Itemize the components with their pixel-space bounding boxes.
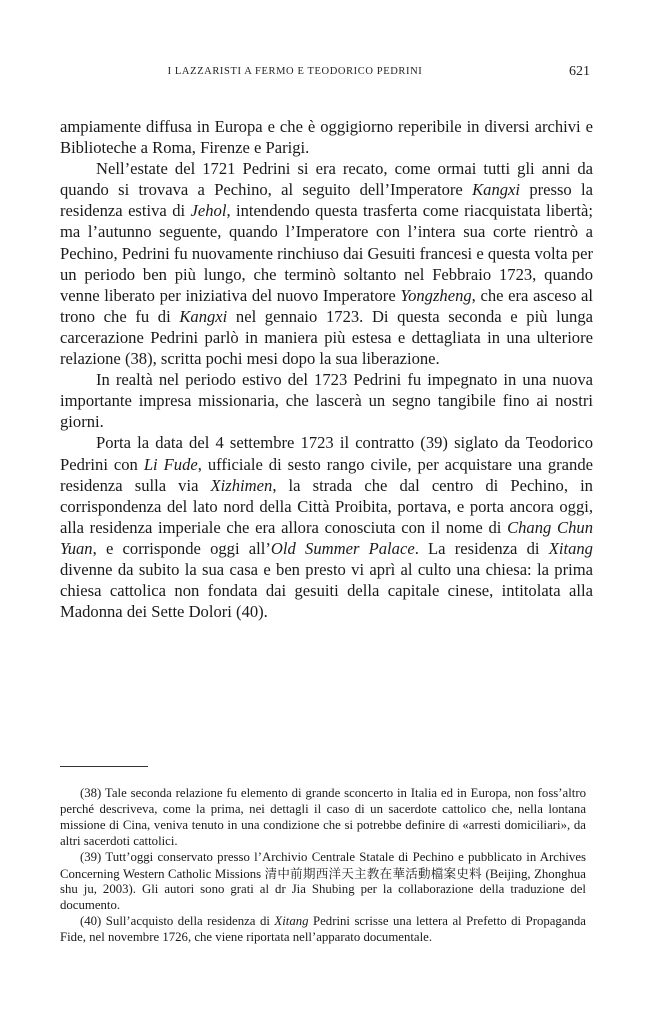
text-run: Porta la data del 4 settembre 1723 il contratto (39) siglato da Teodorico Pedrini con: [60, 433, 593, 474]
italic-run: Jehol: [190, 201, 227, 221]
italic-run: Yongzheng: [400, 285, 472, 305]
italic-run: Li Fude: [143, 454, 198, 474]
text-run: , intendendo questa trasferta come riacquistata libertà; ma l’autunno seguente, quando l’Imperatore con l’intera sua corte rientrò a Pechino, Pedrini fu nuovamente rinchiuso dai Gesuiti francesi e questa volta per un periodo ben più lungo, che terminò soltanto nel Febbraio 1723, quando venne liberato per iniziativa del nuovo Imperatore: [60, 201, 593, 305]
text-run: (38) Tale seconda relazione fu elemento di grande sconcerto in Italia ed in Europa, non foss’altro perché descriveva, come la prima, nei dettagli il caso di un sacerdote cattolico che, nella lontana missione di Cina, veniva tenuto in una condizione che si potrebbe definire di «arresti domiciliari», da altri sacerdoti cattolici.: [60, 786, 586, 848]
italic-run: Old Summer Palace: [270, 538, 415, 558]
footnote-separator: [60, 766, 148, 767]
paragraph: [60, 116, 593, 158]
paragraph: [60, 432, 593, 622]
page-header: [60, 64, 590, 84]
italic-run: Chang Chun Yuan: [60, 517, 593, 558]
italic-run: Kangxi: [472, 180, 521, 200]
page-number: 621: [569, 64, 590, 79]
italic-run: Xitang: [274, 914, 309, 929]
text-run: , ufficiale di sesto rango civile, per acquistare una grande residenza sulla via: [60, 454, 593, 495]
text-run: presso la residenza estiva di: [60, 180, 593, 221]
text-run: Pedrini scrisse una lettera al Prefetto di Propaganda Fide, nel novembre 1726, che viene riportata nell’apparato documentale.: [60, 914, 586, 945]
paragraph: [60, 158, 593, 369]
text-run: , la strada che dal centro di Pechino, in corrispondenza del lato nord della Città Proibita, portava, e porta ancora oggi, alla residenza imperiale che era allora conosciuta con il nome di: [60, 475, 593, 537]
chinese-title: 清中前期西洋天主教在華活動檔案史料: [264, 865, 482, 881]
text-run: Nell’estate del 1721 Pedrini si era recato, come ormai tutti gli anni da quando si trovava a Pechino, al seguito dell’Imperatore: [60, 159, 593, 200]
text-run: nel gennaio 1723. Di questa seconda e più lunga carcerazione Pedrini parlò in maniera più estesa e dettagliata in una ulteriore relazione (38), scritta pochi mesi dopo la sua liberazione.: [60, 306, 593, 369]
text-run: divenne da subito la sua casa e ben presto vi aprì al culto una chiesa: la prima chiesa cattolica non fondata dai gesuiti della capitale cinese, intitolata alla Madonna dei Sette Dolori (40).: [60, 559, 593, 622]
text-run: , che era asceso al trono che fu di: [60, 285, 594, 326]
italic-run: Kangxi: [179, 306, 228, 326]
text-run: (Beijing, Zhonghua shu ju, 2003). Gli autori sono grati al dr Jia Shubing per la collaborazione della traduzione del documento.: [60, 866, 586, 913]
italic-run: Xizhimen: [210, 475, 273, 495]
paragraph: [60, 369, 593, 432]
footnote: [60, 850, 586, 915]
footnotes: [60, 786, 586, 946]
italic-run: Xitang: [548, 538, 593, 558]
running-title: I LAZZARISTI A FERMO E TEODORICO PEDRINI: [167, 66, 423, 77]
text-run: (39) Tutt’oggi conservato presso l’Archivio Centrale Statale di Pechino e pubblicato in Archives Concerning Western Catholic Missions: [60, 849, 586, 881]
text-run: ampiamente diffusa in Europa e che è oggigiorno reperibile in diversi archivi e Biblioteche a Roma, Firenze e Parigi.: [60, 117, 593, 158]
text-run: In realtà nel periodo estivo del 1723 Pedrini fu impegnato in una nuova importante impresa missionaria, che lascerà un segno tangibile fino ai nostri giorni.: [60, 370, 593, 432]
text-run: . La residenza di: [414, 538, 549, 558]
footnote: [60, 914, 586, 946]
text-run: (40) Sull’acquisto della residenza di: [80, 914, 275, 929]
body-text: [60, 116, 593, 622]
text-run: , e corrisponde oggi all’: [92, 538, 271, 558]
footnote: [60, 786, 586, 850]
